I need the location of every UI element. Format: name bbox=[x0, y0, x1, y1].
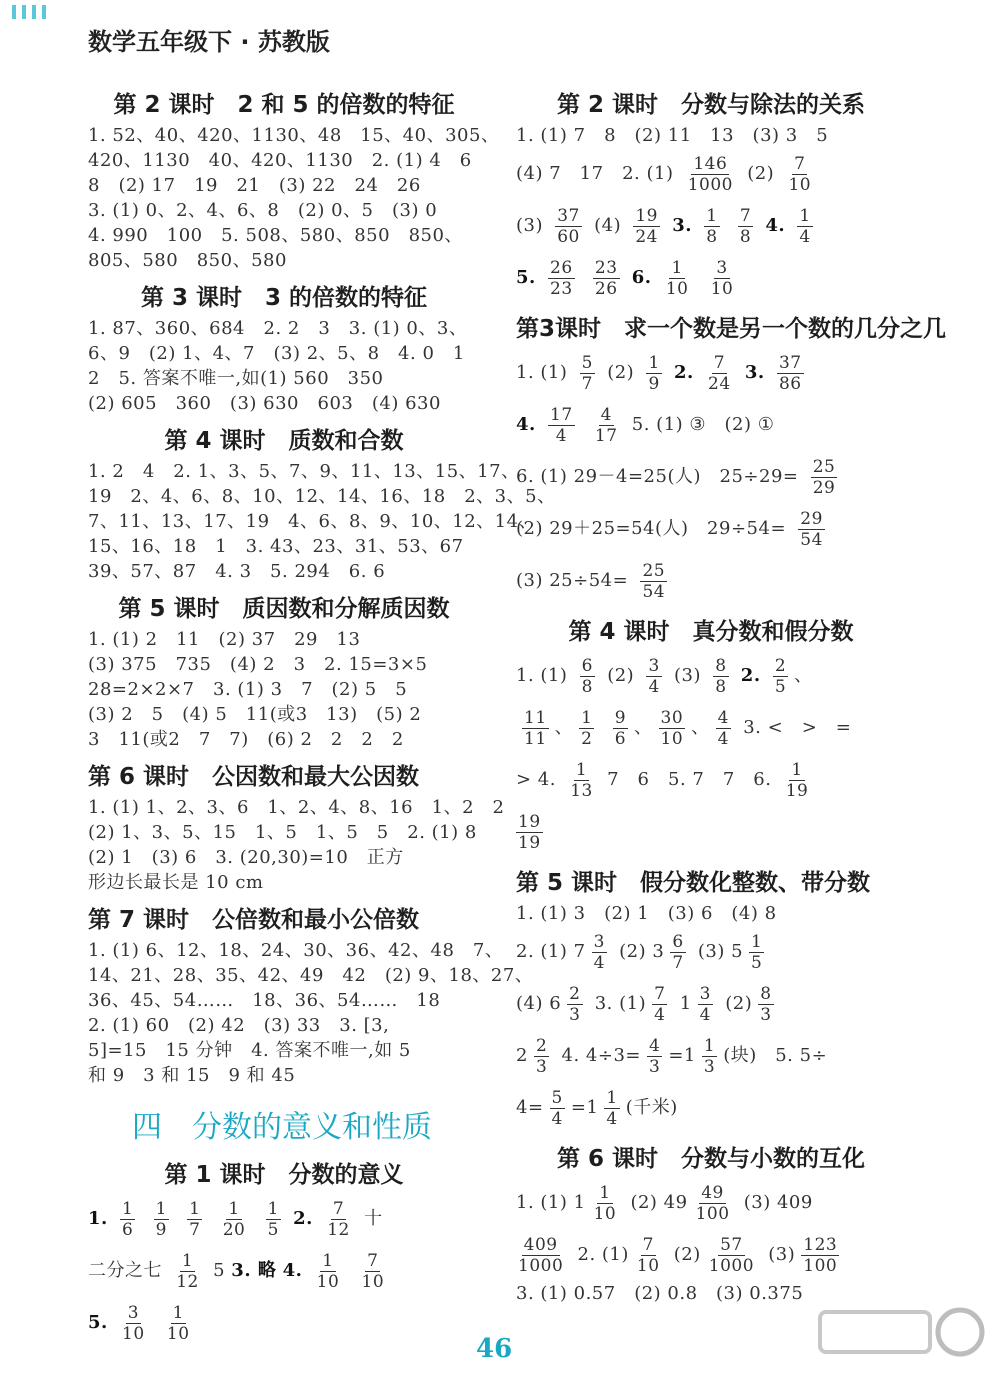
fraction: $\frac{23}{26}$ bbox=[594, 257, 618, 299]
fraction: $\frac{146}{1000}$ bbox=[687, 153, 733, 195]
fraction: $\frac{409}{1000}$ bbox=[518, 1234, 564, 1276]
separator: 、 bbox=[794, 665, 813, 686]
answer-text: (2) 3 bbox=[619, 941, 665, 962]
answer-text: 2. (1) bbox=[577, 1244, 629, 1265]
watermark-logo bbox=[800, 1300, 990, 1390]
answer-text: 4. 4÷3= bbox=[561, 1045, 641, 1066]
answer-line bbox=[516, 1030, 906, 1082]
fraction: $\frac{1}{4}$ bbox=[799, 205, 811, 247]
answer-line: 7、11、13、17、19 4、6、8、9、10、12、14、 bbox=[88, 511, 538, 532]
answer-text: (4) 6 bbox=[516, 993, 562, 1014]
answer-line bbox=[516, 1082, 906, 1134]
section-title: 第 3 课时 3 的倍数的特征 bbox=[140, 285, 428, 311]
fraction: $\frac{5}{4}$ bbox=[551, 1087, 563, 1129]
section-title: 第 6 课时 分数与小数的互化 bbox=[556, 1146, 866, 1172]
fraction: $\frac{37}{60}$ bbox=[557, 205, 580, 247]
fraction: $\frac{1}{12}$ bbox=[176, 1250, 199, 1292]
question-number: 2. bbox=[293, 1208, 313, 1229]
question-number: 3. bbox=[744, 362, 765, 383]
answer-text: (3) bbox=[674, 665, 701, 686]
answer-text: =1 bbox=[668, 1045, 696, 1066]
answer-line: (2) 605 360 (3) 630 603 (4) 630 bbox=[88, 393, 441, 414]
fraction: $\frac{2}{3}$ bbox=[535, 1035, 548, 1077]
answer-text: 1. (1) bbox=[516, 665, 568, 686]
question-number: 4. bbox=[516, 414, 536, 435]
answer-line bbox=[516, 555, 906, 607]
answer-line bbox=[516, 978, 906, 1030]
answer-line bbox=[516, 702, 906, 754]
answer-text: (3) bbox=[768, 1244, 796, 1265]
fraction: $\frac{1}{6}$ bbox=[122, 1198, 134, 1240]
answer-line bbox=[516, 451, 906, 503]
answer-line: 14、21、28、35、42、49 42 (2) 9、18、27、 bbox=[88, 965, 534, 986]
answer-line: (2) 1 (3) 6 3. (20,30)=10 正方 bbox=[88, 847, 404, 868]
fraction: $\frac{1}{5}$ bbox=[267, 1198, 279, 1240]
fraction: $\frac{1}{7}$ bbox=[189, 1198, 201, 1240]
answer-text: 5. (1) ③ (2) ① bbox=[631, 414, 775, 435]
answer-line: 1. (1) 1、2、3、6 1、2、4、8、16 1、2 2 bbox=[88, 797, 505, 818]
question-number: 6. bbox=[631, 267, 652, 288]
fraction: $\frac{7}{4}$ bbox=[654, 983, 666, 1025]
fraction: $\frac{5}{7}$ bbox=[581, 352, 593, 394]
question-number: 5. bbox=[516, 267, 536, 288]
answer-text: 1. (1) bbox=[516, 362, 568, 383]
section-title: 第 5 课时 质因数和分解质因数 bbox=[118, 596, 450, 622]
answer-line: 形边长最长是 10 cm bbox=[88, 872, 264, 893]
question-number: 1. bbox=[88, 1208, 108, 1229]
answer-line bbox=[516, 754, 906, 806]
section-title: 第 5 课时 假分数化整数、带分数 bbox=[516, 870, 871, 896]
question-number: 3. 略 bbox=[231, 1260, 277, 1281]
section-title: 第 4 课时 真分数和假分数 bbox=[568, 619, 854, 645]
answer-text: (4) bbox=[594, 215, 622, 236]
answer-text: (3) 5 bbox=[697, 941, 744, 962]
answer-line bbox=[516, 1177, 906, 1229]
unit-title bbox=[132, 1102, 480, 1146]
answer-line: 1. (1) 2 11 (2) 37 29 13 bbox=[88, 629, 361, 650]
answer-line: 1. 2 4 2. 1、3、5、7、9、11、13、15、17、 bbox=[88, 461, 520, 482]
question-number: 4. bbox=[282, 1260, 303, 1281]
answer-line: 和 9 3 和 15 9 和 45 bbox=[88, 1065, 296, 1086]
fraction: $\frac{29}{54}$ bbox=[800, 508, 823, 550]
section-title: 第 6 课时 公因数和最大公因数 bbox=[88, 764, 420, 790]
answer-text: (2) bbox=[747, 163, 775, 184]
answer-text: 二分之七 bbox=[88, 1260, 162, 1281]
section-title: 第 2 课时 分数与除法的关系 bbox=[556, 92, 866, 118]
fraction: $\frac{4}{4}$ bbox=[717, 707, 729, 749]
question-number: 4. bbox=[765, 215, 786, 236]
answer-text: 6. (1) 29－4=25(人) 25÷29= bbox=[516, 466, 799, 487]
fraction: $\frac{8}{8}$ bbox=[715, 655, 727, 697]
answer-text: (3) 25÷54= bbox=[516, 570, 629, 591]
answer-line: 2. (1) 60 (2) 42 (3) 33 3. [3, bbox=[88, 1015, 390, 1036]
fraction: $\frac{1}{10}$ bbox=[593, 1182, 617, 1224]
answer-line bbox=[516, 148, 906, 200]
fraction: $\frac{19}{19}$ bbox=[518, 811, 541, 853]
answer-line: 1. (1) 3 (2) 1 (3) 6 (4) 8 bbox=[516, 903, 777, 924]
fraction: $\frac{17}{4}$ bbox=[550, 404, 573, 446]
answer-text: > 4. bbox=[516, 769, 556, 790]
separator: 、 bbox=[634, 717, 653, 738]
fraction: $\frac{30}{10}$ bbox=[660, 707, 684, 749]
fraction: $\frac{2}{5}$ bbox=[774, 655, 787, 697]
fraction: $\frac{3}{10}$ bbox=[122, 1302, 145, 1344]
fraction: $\frac{4}{3}$ bbox=[648, 1035, 661, 1077]
answer-text: (2) bbox=[673, 1244, 701, 1265]
answer-line bbox=[516, 1229, 906, 1281]
fraction: $\frac{9}{6}$ bbox=[614, 707, 627, 749]
fraction: $\frac{7}{10}$ bbox=[636, 1234, 660, 1276]
answer-text: 1. (1) 1 bbox=[516, 1192, 586, 1213]
answer-text: 3. (1) bbox=[594, 993, 647, 1014]
fraction: $\frac{3}{4}$ bbox=[593, 931, 605, 973]
answer-line bbox=[516, 503, 906, 555]
fraction: $\frac{1}{5}$ bbox=[751, 931, 763, 973]
fraction: $\frac{1}{20}$ bbox=[222, 1198, 246, 1240]
fraction: $\frac{6}{8}$ bbox=[581, 655, 593, 697]
fraction: $\frac{3}{10}$ bbox=[710, 257, 734, 299]
answer-text: (2) bbox=[725, 993, 753, 1014]
question-number: 2. bbox=[740, 665, 761, 686]
fraction: $\frac{3}{4}$ bbox=[648, 655, 660, 697]
section-title: 第 1 课时 分数的意义 bbox=[164, 1162, 404, 1188]
answer-line: 6、9 (2) 1、4、7 (3) 2、5、8 4. 0 1 bbox=[88, 343, 465, 364]
fraction: $\frac{3}{4}$ bbox=[699, 983, 711, 1025]
answer-line: 39、57、87 4. 3 5. 294 6. 6 bbox=[88, 561, 386, 582]
answer-line: 19 2、4、6、8、10、12、14、16、18 2、3、5、 bbox=[88, 486, 556, 507]
fraction: $\frac{1}{10}$ bbox=[665, 257, 689, 299]
answer-text: =1 bbox=[570, 1097, 599, 1118]
fraction: $\frac{57}{1000}$ bbox=[708, 1234, 755, 1276]
answer-text: (4) 7 17 2. (1) bbox=[516, 163, 674, 184]
answer-line bbox=[88, 1245, 480, 1297]
fraction: $\frac{4}{17}$ bbox=[594, 404, 618, 446]
fraction: $\frac{7}{8}$ bbox=[739, 205, 752, 247]
answer-text: 2. (1) 7 bbox=[516, 941, 586, 962]
answer-text: 5 bbox=[213, 1260, 226, 1281]
section-title: 第 4 课时 质数和合数 bbox=[164, 428, 404, 454]
answer-line: 5]=15 15 分钟 4. 答案不唯一,如 5 bbox=[88, 1040, 411, 1061]
answer-line bbox=[516, 650, 906, 702]
answer-text: (2) 29＋25=54(人) 29÷54= bbox=[516, 518, 787, 539]
answer-text: (3) bbox=[516, 215, 543, 236]
answer-line: (2) 1、3、5、15 1、5 1、5 5 2. (1) 8 bbox=[88, 822, 477, 843]
answer-line: 3. (1) 0.57 (2) 0.8 (3) 0.375 bbox=[516, 1283, 804, 1304]
fraction: $\frac{7}{10}$ bbox=[788, 153, 812, 195]
fraction: $\frac{2}{3}$ bbox=[569, 983, 581, 1025]
answer-line bbox=[88, 1297, 480, 1349]
unit-name: 分数的意义和性质 bbox=[192, 1110, 432, 1145]
section-title: 第 7 课时 公倍数和最小公倍数 bbox=[88, 907, 420, 933]
fraction: $\frac{1}{10}$ bbox=[316, 1250, 340, 1292]
section-body bbox=[88, 123, 500, 273]
answer-line: 1. (1) 7 8 (2) 11 13 (3) 3 5 bbox=[516, 125, 829, 146]
fraction: $\frac{25}{54}$ bbox=[642, 560, 666, 602]
answer-line: 1. 87、360、684 2. 2 3 3. (1) 0、3、 bbox=[88, 318, 468, 339]
fraction: $\frac{1}{8}$ bbox=[706, 205, 718, 247]
fraction: $\frac{8}{3}$ bbox=[760, 983, 772, 1025]
answer-line bbox=[88, 1193, 480, 1245]
answer-line: (3) 375 735 (4) 2 3 2. 15=3×5 bbox=[88, 654, 428, 675]
answer-line: 36、45、54…… 18、36、54…… 18 bbox=[88, 990, 441, 1011]
page-header: 数学五年级下 · 苏教版 bbox=[88, 28, 330, 56]
answer-text: 7 6 5. 7 7 6. bbox=[607, 769, 772, 790]
answer-text: 十 bbox=[364, 1208, 383, 1229]
answer-text: (千米) bbox=[625, 1097, 678, 1118]
answer-text: (2) bbox=[607, 362, 635, 383]
answer-line bbox=[516, 926, 906, 978]
separator: 、 bbox=[691, 717, 710, 738]
answer-line: 3. (1) 0、2、4、6、8 (2) 0、5 (3) 0 bbox=[88, 200, 438, 221]
fraction: $\frac{7}{24}$ bbox=[708, 352, 731, 394]
answer-line: 2 5. 答案不唯一,如(1) 560 350 bbox=[88, 368, 384, 389]
answer-text: 2 bbox=[516, 1045, 528, 1066]
fraction: $\frac{123}{100}$ bbox=[803, 1234, 838, 1276]
answer-line bbox=[516, 806, 906, 858]
fraction: $\frac{26}{23}$ bbox=[550, 257, 573, 299]
answer-text: 4= bbox=[516, 1097, 544, 1118]
fraction: $\frac{49}{100}$ bbox=[695, 1182, 730, 1224]
separator: 、 bbox=[554, 717, 574, 738]
answer-text: 1 bbox=[679, 993, 692, 1014]
answer-text: (2) 49 bbox=[630, 1192, 688, 1213]
answer-line: 3 11(或2 7 7) (6) 2 2 2 2 bbox=[88, 729, 404, 750]
fraction: $\frac{11}{11}$ bbox=[524, 707, 547, 749]
fraction: $\frac{1}{2}$ bbox=[581, 707, 593, 749]
fraction: $\frac{1}{4}$ bbox=[606, 1087, 618, 1129]
unit-number: 四 bbox=[132, 1110, 162, 1145]
answer-line: 420、1130 40、420、1130 2. (1) 4 6 bbox=[88, 150, 472, 171]
fraction: $\frac{1}{9}$ bbox=[648, 352, 660, 394]
answer-text: (2) bbox=[607, 665, 635, 686]
answer-line: 1. 52、40、420、1130、48 15、40、305、 bbox=[88, 125, 500, 146]
answer-line bbox=[516, 252, 906, 304]
fraction: $\frac{37}{86}$ bbox=[778, 352, 802, 394]
answer-line: 1. (1) 6、12、18、24、30、36、42、48 7、 bbox=[88, 940, 504, 961]
fraction: $\frac{1}{10}$ bbox=[166, 1302, 190, 1344]
answer-line: 8 (2) 17 19 21 (3) 22 24 26 bbox=[88, 175, 421, 196]
question-number: 2. bbox=[674, 362, 694, 383]
fraction: $\frac{7}{12}$ bbox=[327, 1198, 350, 1240]
question-number: 5. bbox=[88, 1312, 108, 1333]
fraction: $\frac{1}{3}$ bbox=[703, 1035, 716, 1077]
section-title: 第3课时 求一个数是另一个数的几分之几 bbox=[516, 316, 947, 342]
answer-text: 3. < > = bbox=[743, 717, 852, 738]
fraction: $\frac{7}{10}$ bbox=[361, 1250, 385, 1292]
answer-line bbox=[516, 399, 906, 451]
fraction: $\frac{1}{19}$ bbox=[785, 759, 809, 801]
answer-line: 15、16、18 1 3. 43、23、31、53、67 bbox=[88, 536, 464, 557]
question-number: 3. bbox=[672, 215, 693, 236]
fraction: $\frac{19}{24}$ bbox=[635, 205, 658, 247]
answer-line: 805、580 850、580 bbox=[88, 250, 287, 271]
answer-line: (3) 2 5 (4) 5 11(或3 13) (5) 2 bbox=[88, 704, 422, 725]
answer-line bbox=[516, 200, 906, 252]
corner-decoration bbox=[12, 4, 72, 18]
section-title: 第 2 课时 2 和 5 的倍数的特征 bbox=[113, 92, 455, 118]
answer-line: 28=2×2×7 3. (1) 3 7 (2) 5 5 bbox=[88, 679, 408, 700]
fraction: $\frac{1}{13}$ bbox=[570, 759, 593, 801]
page-number: 46 bbox=[476, 1334, 513, 1364]
fraction: $\frac{25}{29}$ bbox=[812, 456, 836, 498]
answer-line: 4. 990 100 5. 508、580、850 850、 bbox=[88, 225, 463, 246]
fraction: $\frac{1}{9}$ bbox=[155, 1198, 167, 1240]
fraction: $\frac{6}{7}$ bbox=[672, 931, 684, 973]
answer-line bbox=[516, 347, 906, 399]
right-column bbox=[516, 80, 947, 1306]
answer-text: (块) 5. 5÷ bbox=[723, 1045, 828, 1066]
answer-text: (3) 409 bbox=[743, 1192, 813, 1213]
